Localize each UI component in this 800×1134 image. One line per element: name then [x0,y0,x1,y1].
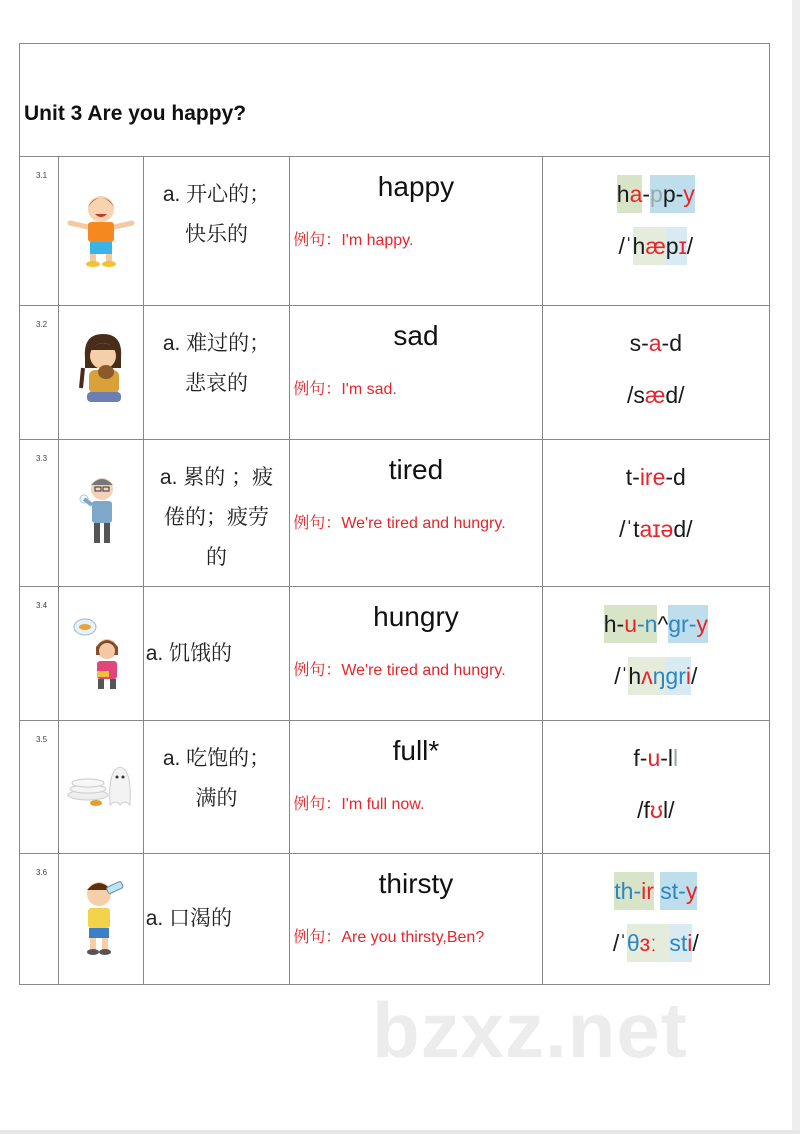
example-sentence [293,924,484,947]
word-cell [290,854,542,984]
table-row [20,306,769,440]
meaning-cell [144,854,291,984]
phonics-group [613,924,627,962]
phonetic-transcription [543,227,769,265]
phonics-letters: æ [645,233,666,259]
phonics-letters: p [665,233,679,259]
phonics-letters: -n [637,611,658,637]
example-text: We're tired and hungry. [341,515,506,532]
phonics-letters: ir [641,878,654,904]
meaning-cell [144,306,291,439]
phonics-letters: -d [661,330,682,356]
example-text: I'm sad. [341,381,397,398]
page-bottom-edge [0,1130,800,1134]
table-row [20,721,769,854]
phonetic-transcription [543,376,769,414]
spelling-breakdown [543,175,769,213]
phonics-cell [543,440,769,586]
phonics-letters: i [687,930,693,956]
table-row [20,854,769,984]
item-number: 3.4 [20,587,59,720]
phonics-letters: l/ [662,797,675,823]
tired-man-illustration [76,471,126,556]
phonics-letters: ɜː [639,930,670,956]
phonetic-transcription [543,657,769,695]
example-sentence [293,376,397,399]
meaning-cell [144,157,291,305]
phonics-letters: θ [626,930,640,956]
english-word: thirsty [378,868,454,899]
unit-title: Unit 3 Are you happy? [24,102,247,125]
phonics-cell [543,721,769,853]
phonics-letters: a [629,181,643,207]
phonics-group [633,227,666,265]
phonics-group [614,657,628,695]
meaning-line: a. 累的 ；疲 [159,466,274,489]
meaning-cell [144,587,291,720]
item-number: 3.3 [20,440,59,586]
word-cell [290,306,542,439]
phonics-group [618,227,632,265]
phonics-group [633,739,678,777]
example-label: 例句： [293,381,342,398]
table-row [20,587,769,721]
example-sentence [293,227,413,250]
phonics-letters: i [685,663,691,689]
spelling-breakdown [543,324,769,362]
spelling-breakdown [543,458,769,496]
english-word: sad [393,320,439,351]
english-word: tired [388,454,444,485]
meaning-line: a. 开心的； [162,183,271,206]
phonics-letters: t- [625,464,640,490]
meaning-line: 悲哀的 [185,372,248,395]
phonics-letters: - [642,181,651,207]
item-number: 3.1 [20,157,59,305]
vocabulary-rows [20,157,769,984]
phonics-group [669,924,692,962]
phonics-letters: -l [660,745,674,771]
phonics-cell [543,587,769,720]
phonics-group [650,175,695,213]
phonics-letters: ^ [657,611,669,637]
phonics-letters: u [647,745,661,771]
phonics-letters: h [628,663,642,689]
meaning-line: a. 难过的； [162,332,271,355]
picture-cell [59,306,144,439]
example-text: I'm happy. [341,232,414,249]
phonics-cell [543,306,769,439]
vocabulary-table [19,43,770,985]
phonics-letters: st [669,930,688,956]
phonics-letters: ŋ [652,663,666,689]
example-sentence [293,791,424,814]
picture-cell [59,587,144,720]
happy-boy-illustration [66,189,136,274]
phonics-letters: ɪ [678,233,687,259]
picture-cell [59,157,144,305]
thirsty-boy-illustration [71,874,131,964]
phonics-letters: p [650,181,663,207]
meaning-line: a. 口渴的 [145,907,233,930]
meaning-cell [144,440,291,586]
phonics-letters: y [685,878,698,904]
phonics-cell [543,854,769,984]
phonics-letters: / [690,663,698,689]
phonics-group [642,175,650,213]
phonics-letters: l [673,745,679,771]
phonics-letters: /ˈ [614,663,629,689]
example-text: We're tired and hungry. [341,662,506,679]
phonetic-transcription [543,510,769,548]
word-cell [290,721,542,853]
english-word: full* [392,735,440,766]
example-label: 例句： [293,515,342,532]
phonics-group [617,175,643,213]
page-edge [792,0,800,1134]
english-word: hungry [373,601,459,632]
phonics-group [628,657,665,695]
english-word: happy [377,171,455,202]
phonics-letters: gr- [668,611,697,637]
example-label: 例句： [293,796,342,813]
picture-cell [59,440,144,586]
phonics-letters: æ [644,382,666,408]
meaning-line: 快乐的 [185,223,248,246]
phonics-group [687,227,693,265]
phonics-letters: st- [660,878,686,904]
phonics-group [619,510,692,548]
phonics-letters: u [624,611,637,637]
phonics-letters: / [692,930,699,956]
phonetic-transcription [543,924,769,962]
phonics-letters: f- [633,745,648,771]
example-text: Are you thirsty,Ben? [341,929,485,946]
example-label: 例句： [293,232,342,249]
phonics-letters: gr [665,663,686,689]
meaning-line: 的 [206,546,227,569]
sad-girl-illustration [71,328,131,418]
phonics-letters: y [696,611,708,637]
phonics-group [627,924,670,962]
hungry-girl-illustration [71,609,131,699]
phonics-group [668,605,708,643]
phonics-letters: aɪə [639,516,674,542]
spelling-breakdown [543,739,769,777]
picture-cell [59,854,144,984]
phonics-letters: /f [637,797,650,823]
example-sentence [293,657,505,680]
phonics-letters: s- [629,330,649,356]
phonics-group [637,791,674,829]
phonics-group [626,458,686,496]
phonics-letters: ʊ [649,797,663,823]
phonics-group [657,605,668,643]
phonics-letters: /s [627,382,645,408]
phonics-group [692,924,698,962]
meaning-line: a. 吃饱的； [162,747,271,770]
example-sentence [293,510,505,533]
word-cell [290,157,542,305]
meaning-line: a. 饥饿的 [145,641,233,665]
table-header [20,44,769,157]
item-number: 3.2 [20,306,59,439]
table-row [20,157,769,306]
phonics-letters: ʌ [641,663,653,689]
spelling-breakdown [543,605,769,643]
phonics-letters: h [616,181,630,207]
phonics-letters: a [648,330,662,356]
table-row [20,440,769,587]
example-label: 例句： [293,662,342,679]
phonics-letters: d/ [673,516,693,542]
phonics-group [614,872,654,910]
phonics-letters: th- [614,878,642,904]
phonics-group [630,324,682,362]
phonetic-transcription [543,791,769,829]
example-text: I'm full now. [341,796,425,813]
phonics-letters: /ˈ [618,233,633,259]
example-label: 例句： [293,929,342,946]
word-cell [290,587,542,720]
phonics-letters: ire [639,464,666,490]
phonics-letters: h [632,233,646,259]
phonics-cell [543,157,769,305]
picture-cell [59,721,144,853]
phonics-group [691,657,697,695]
phonics-group [660,872,697,910]
word-cell [290,440,542,586]
phonics-letters: y [683,181,695,207]
meaning-line: 满的 [195,787,238,810]
phonics-group [604,605,658,643]
phonics-group [666,227,687,265]
meaning-cell [144,721,291,853]
meaning-line: 倦的；疲劳 [164,506,269,529]
phonics-letters: / [686,233,694,259]
phonics-letters: h- [603,611,625,637]
phonics-letters: /ˈt [619,516,640,542]
full-plates-ghost-illustration [66,755,136,820]
phonics-letters: /ˈ [612,930,627,956]
phonics-group [627,376,685,414]
item-number: 3.5 [20,721,59,853]
item-number: 3.6 [20,854,59,984]
phonics-letters: p- [662,181,684,207]
spelling-breakdown [543,872,769,910]
phonics-letters: d/ [665,382,685,408]
watermark: bzxz.net [372,986,688,1074]
phonics-letters: -d [665,464,686,490]
phonics-group [665,657,691,695]
